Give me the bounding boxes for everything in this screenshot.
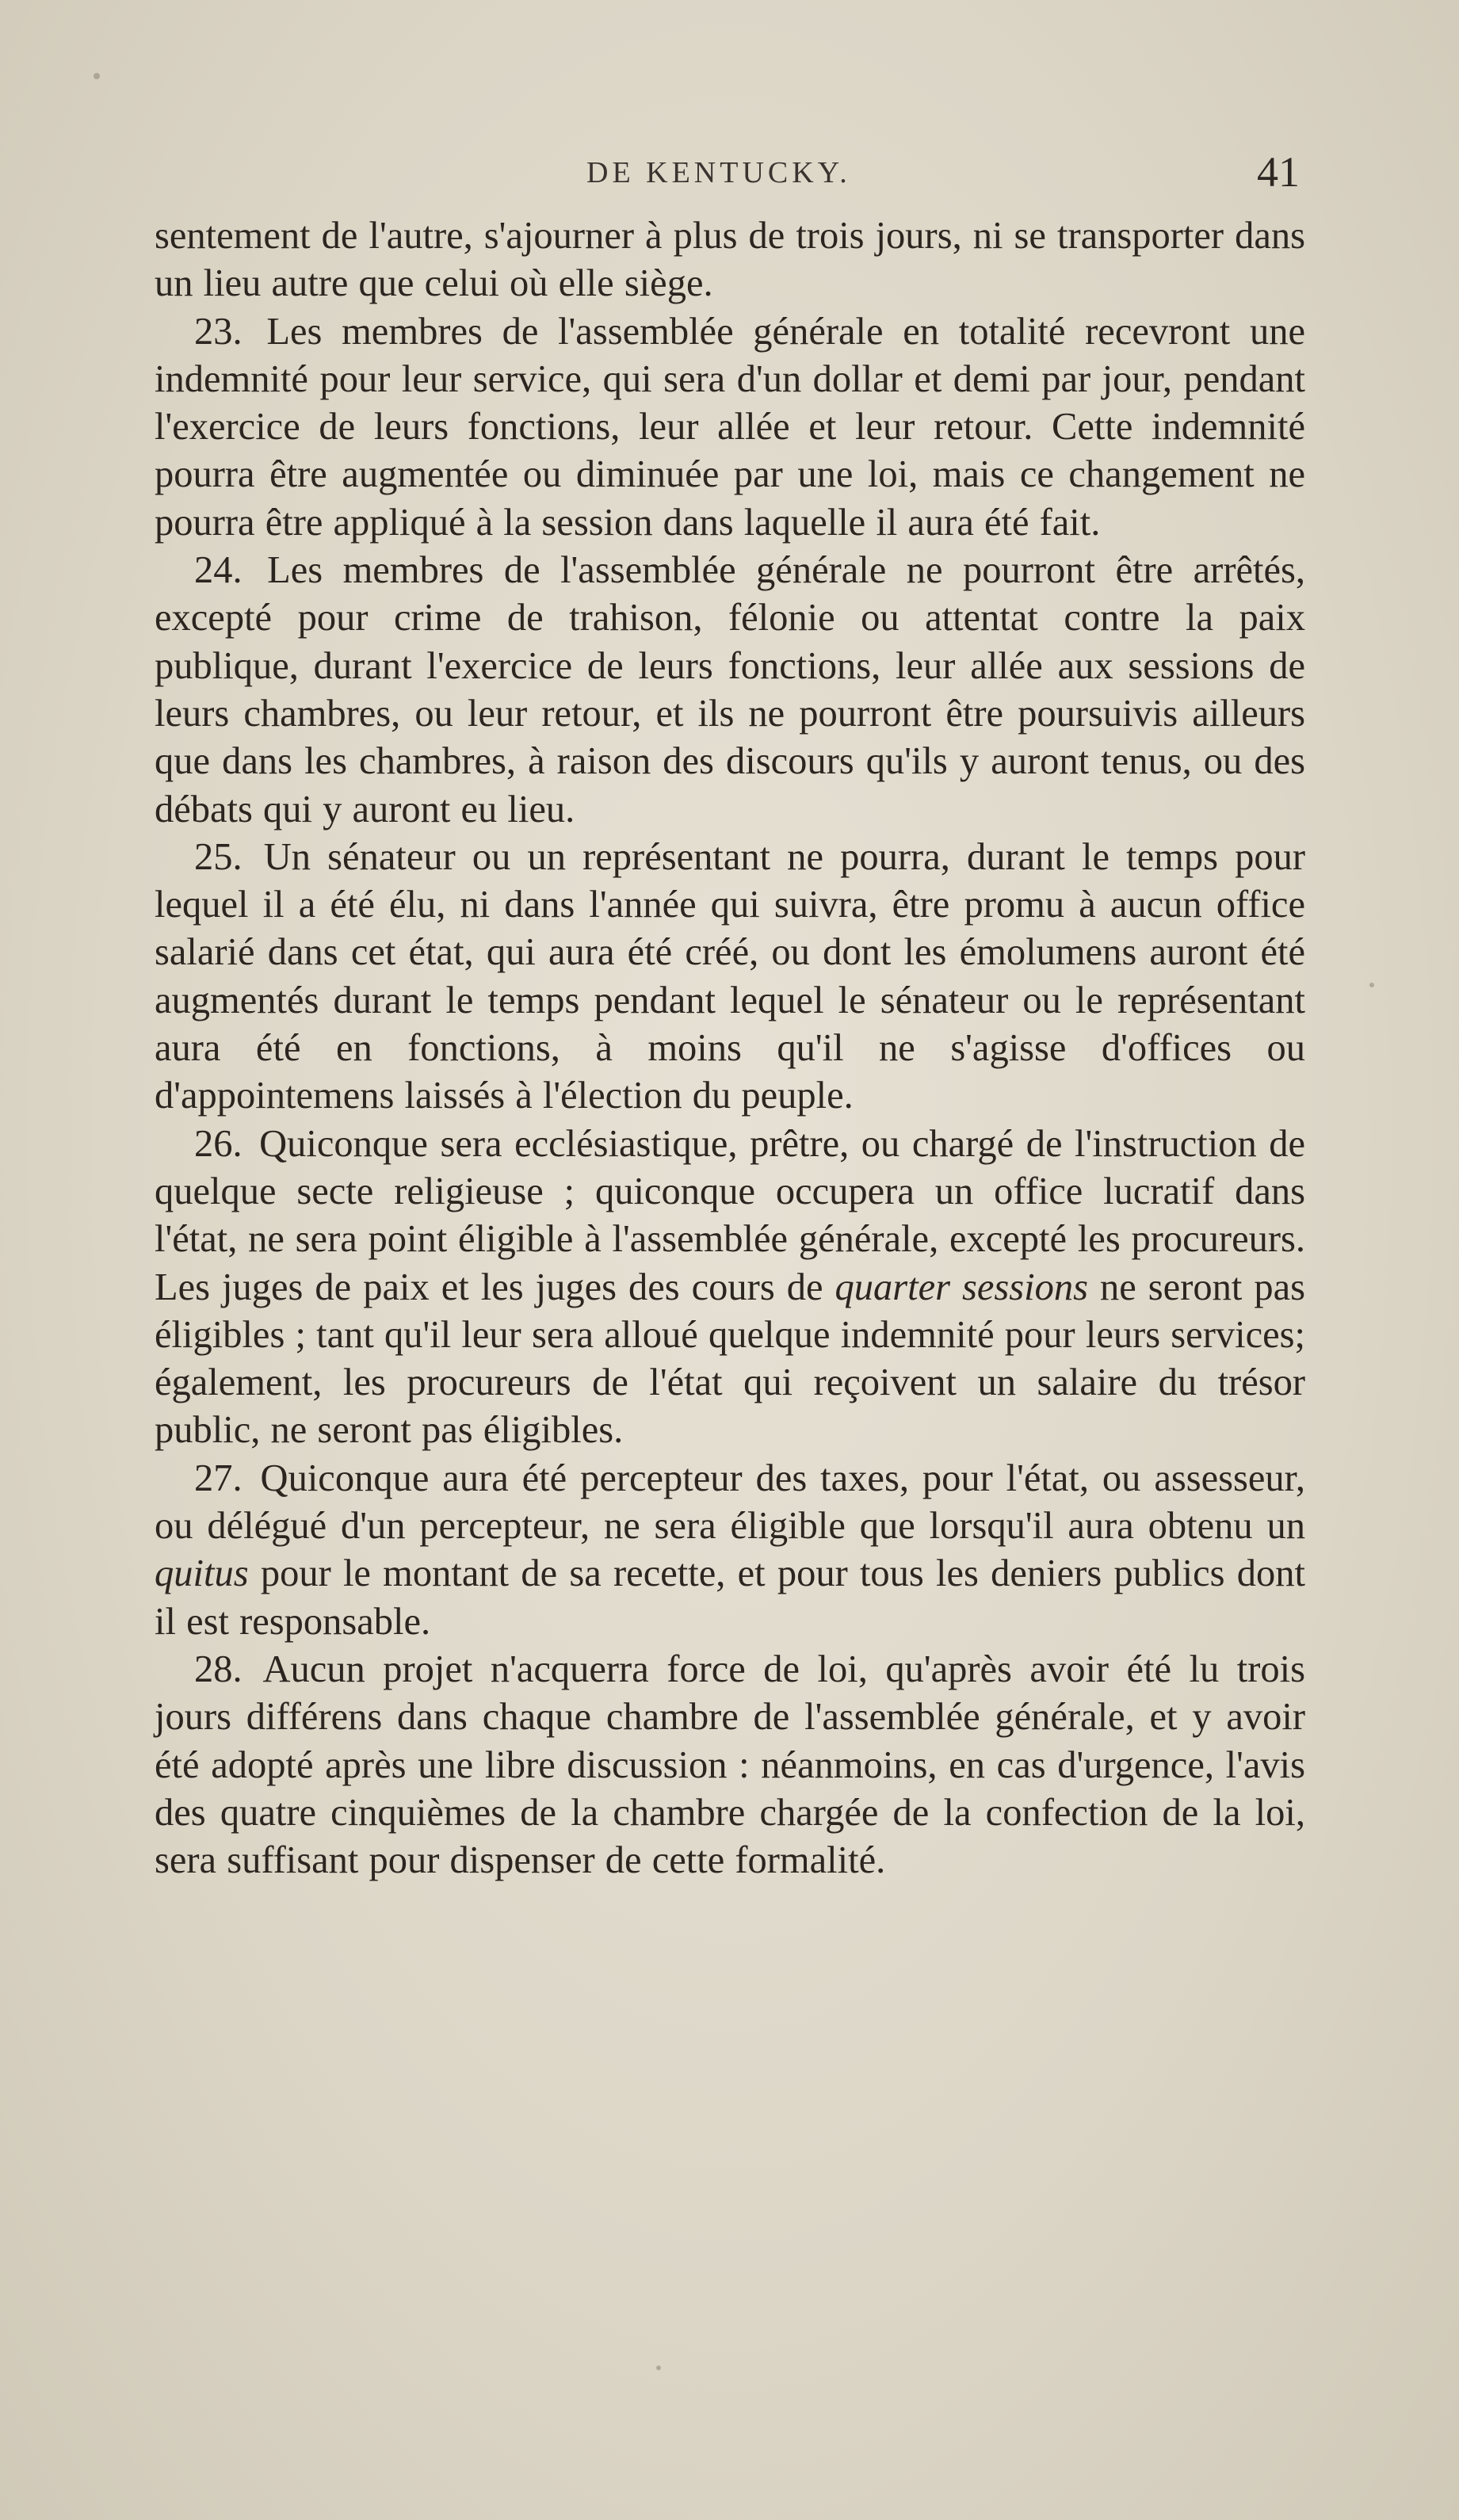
paper-speck — [656, 2365, 661, 2370]
paper-speck — [1369, 983, 1374, 987]
article-23 — [155, 308, 1305, 547]
article-number: 25. — [194, 835, 243, 878]
article-text: Les membres de l'assemblée générale ne pourront être arrêtés, excepté pour crime de trahison, félonie ou attentat contre la paix publique, durant l'exercice de leurs fonctions, leur allée aux sessions de leurs chambres, ou leur retour, et ils ne pourront être poursuivis ailleurs que dans les chambres, à raison des discours qu'ils y auront tenus, ou des débats qui y auront eu lieu. — [155, 549, 1305, 830]
article-27 — [155, 1455, 1305, 1646]
article-text: Un sénateur ou un représentant ne pourra, durant le temps pour lequel il a été élu, ni dans l'année qui suivra, être promu à aucun office salarié dans cet état, qui aura été créé, ou dont les émolumens auront été augmentés durant le temps pendant lequel le sénateur ou le représentant aura été en fonctions, à moins qu'il ne s'agisse d'offices ou d'appointemens laissés à l'élection du peuple. — [155, 835, 1306, 1117]
italic-term: quitus — [155, 1552, 249, 1595]
article-text: Quiconque sera ecclésiastique, prêtre, ou chargé de l'instruction de quelque secte religieuse ; quiconque occupera un office lucratif dans l'état, ne sera point éligible à l'assemblée générale, excepté les procureurs. Les juges de paix et les juges des cours de — [155, 1122, 1305, 1308]
article-text: Les membres de l'assemblée générale en totalité recevront une indemnité pour leur service, qui sera d'un dollar et demi par jour, pendant l'exercice de leurs fonctions, leur allée et leur retour. Cette indemnité pourra être augmentée ou diminuée par une loi, mais ce changement ne pourra être appliqué à la session dans laquelle il aura été fait. — [155, 310, 1305, 544]
running-head: DE KENTUCKY. — [586, 156, 851, 189]
paper-speck — [94, 73, 100, 79]
article-number: 23. — [194, 310, 243, 353]
article-text: Quiconque aura été percepteur des taxes, pour l'état, ou assesseur, ou délégué d'un percepteur, ne sera éligible que lorsqu'il aura obtenu un — [155, 1457, 1306, 1548]
page-body — [155, 212, 1305, 1884]
article-26 — [155, 1121, 1305, 1455]
page-number: 41 — [1257, 148, 1300, 196]
article-28 — [155, 1646, 1305, 1884]
italic-term: quarter sessions — [835, 1266, 1089, 1308]
paragraph-continuation — [155, 212, 1305, 308]
article-text: pour le montant de sa recette, et pour tous les deniers publics dont il est responsable. — [155, 1552, 1305, 1643]
article-25 — [155, 834, 1305, 1121]
article-number: 26. — [194, 1122, 243, 1165]
article-text: Aucun projet n'acquerra force de loi, qu'après avoir été lu trois jours différens dans chaque chambre de l'assemblée générale, et y avoir été adopté après une libre discussion : néanmoins, en cas d'urgence, l'avis des quatre cinquièmes de la chambre chargée de la confection de la loi, sera suffisant pour dispenser de cette formalité. — [155, 1648, 1305, 1882]
paragraph-text: sentement de l'autre, s'ajourner à plus de trois jours, ni se transporter dans un lieu autre que celui où elle siège. — [155, 215, 1305, 305]
article-number: 27. — [194, 1457, 243, 1499]
page-header — [155, 148, 1312, 211]
article-number: 28. — [194, 1648, 243, 1690]
article-text: ne seront pas éligibles ; tant qu'il leur sera alloué quelque indemnité pour leurs services; également, les procureurs de l'état qui reçoivent un salaire du trésor public, ne seront pas éligibles. — [155, 1266, 1305, 1452]
article-number: 24. — [194, 549, 243, 592]
article-24 — [155, 547, 1305, 834]
